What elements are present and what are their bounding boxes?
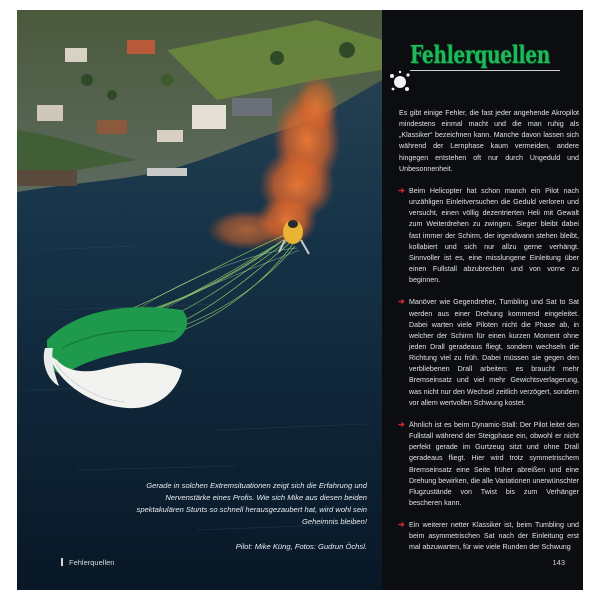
bullet-text: Beim Helicopter hat schon manch ein Pilot nach unzähligen Einleitversuchen die Geduld verloren und versucht, einen völlig dezentrierten Heli mit Gewalt zum Weiterdrehen zu zwingen. Sieger bleibt dabei fast immer der Schirm, der irgendwann stehen bleibt, kollabiert und sich nur allzu gerne verhängt. Sinnvoller ist es, eine misslungene Einleitung über einen Fullstall abzubrechen und von vorne zu beginnen. xyxy=(409,186,579,285)
bullet-item xyxy=(399,186,579,286)
chapter-title: Fehlerquellen xyxy=(410,40,550,69)
ink-splat-icon xyxy=(388,70,412,94)
page-number: 143 xyxy=(552,558,565,567)
bullet-item xyxy=(399,297,579,409)
bullet-text: Ähnlich ist es beim Dynamic-Stall: Der Pilot leitet den Fullstall während der Steigphase ein, obwohl er nicht perfekt gerade im Gurtzeug sitzt und ohne Drall geradeaus fliegt. Hier wird trotz symmetrischem Bremseinsatz eine Seite früher abreißen und eine Drehung bewirken, die alle Variationen unerwünschter Flugzustände von Twist bis zum Verhänger bescheren kann. xyxy=(409,420,579,507)
article-body xyxy=(399,108,579,565)
bullet-item xyxy=(399,520,579,553)
title-underline xyxy=(410,70,560,71)
red-arrow-bullet-icon: ➔ xyxy=(398,520,405,530)
text-column xyxy=(382,10,583,590)
magazine-page xyxy=(17,10,583,590)
red-arrow-bullet-icon: ➔ xyxy=(398,297,405,307)
footer-bar xyxy=(61,558,63,566)
intro-paragraph: Es gibt einige Fehler, die fast jeder angehende Akropilot mindestens einmal macht und die man ruhig als „Klassiker“ bezeichnen kann. Manche davon lassen sich während der Lernphase kaum vermeiden, andere hingegen entstehen oft nur durch Ungeduld und Unbesonnenheit. xyxy=(399,109,579,173)
photo-caption: Gerade in solchen Extremsituationen zeigt sich die Erfahrung und Nervenstärke eines Profis. Wie sich Mike aus diesen beiden spektakulären Stunts so schnell herausgezaubert hat, wird wohl sein Geheimnis bleiben! xyxy=(136,481,367,526)
red-arrow-bullet-icon: ➔ xyxy=(398,419,405,429)
bullet-item xyxy=(399,420,579,509)
footer-section xyxy=(61,558,114,567)
red-arrow-bullet-icon: ➔ xyxy=(398,185,405,195)
photo-credit: Pilot: Mike Küng, Fotos: Gudrun Öchsl. xyxy=(235,542,367,551)
footer-section-label: Fehlerquellen xyxy=(69,558,115,567)
bullet-text: Ein weiterer netter Klassiker ist, beim Tumbling und beim asymmetrischen Sat nach der Einleitung erst mal abzuwarten, für wie viele Runden der Schwung xyxy=(409,521,579,552)
paragliding-photo xyxy=(17,10,382,590)
bullet-text: Manöver wie Gegendreher, Tumbling und Sat to Sat werden aus einer Drehung kommend eingeleitet. Dabei warten viele Piloten nicht die Phase ab, in welcher der Schirm für einen kurzen Moment ohne jeden Drall geradeaus fliegt, sondern wechseln die Richtung viel zu früh. Dabei müssen sie gegen den verbliebenen Drall arbeiten: es braucht mehr Bremseinsatz und viel mehr Gewichtsverlagerung, was nicht nur den Wechsel zeitlich verzögert, sondern vor allem wertvollen Schwung kostet. xyxy=(409,298,579,407)
